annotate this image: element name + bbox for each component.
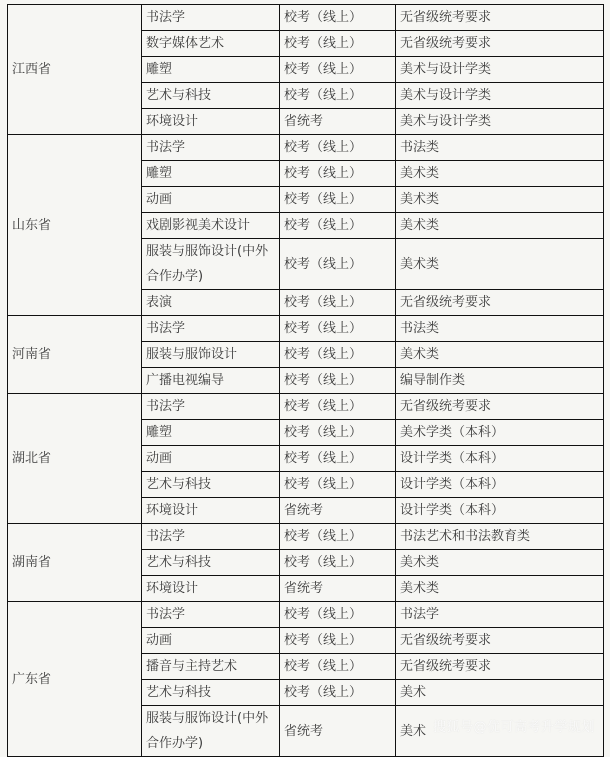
category-cell: 美术与设计学类 (396, 83, 604, 109)
category-cell: 美术类 (396, 576, 604, 602)
major-cell: 书法学 (142, 5, 280, 31)
category-cell: 美术学类（本科） (396, 420, 604, 446)
exam-type-cell: 校考（线上） (280, 213, 396, 239)
major-cell: 表演 (142, 290, 280, 316)
major-cell: 雕塑 (142, 161, 280, 187)
exam-type-cell: 校考（线上） (280, 187, 396, 213)
exam-type-cell: 校考（线上） (280, 290, 396, 316)
exam-type-cell: 校考（线上） (280, 680, 396, 706)
category-cell: 无省级统考要求 (396, 5, 604, 31)
exam-type-cell: 校考（线上） (280, 472, 396, 498)
admission-requirements-table (7, 4, 604, 757)
exam-type-cell: 校考（线上） (280, 446, 396, 472)
major-cell: 广播电视编导 (142, 368, 280, 394)
major-cell: 播音与主持艺术 (142, 654, 280, 680)
category-cell: 美术与设计学类 (396, 109, 604, 135)
category-cell: 设计学类（本科） (396, 446, 604, 472)
exam-type-cell: 校考（线上） (280, 394, 396, 420)
category-cell: 无省级统考要求 (396, 628, 604, 654)
province-cell: 江西省 (8, 5, 142, 135)
table-row (8, 5, 604, 31)
exam-type-cell: 校考（线上） (280, 161, 396, 187)
exam-type-cell: 校考（线上） (280, 57, 396, 83)
admission-table-container (7, 4, 604, 757)
category-cell: 美术类 (396, 213, 604, 239)
exam-type-cell: 校考（线上） (280, 654, 396, 680)
major-cell: 数字媒体艺术 (142, 31, 280, 57)
province-cell: 湖北省 (8, 394, 142, 524)
major-cell: 环境设计 (142, 576, 280, 602)
major-cell: 动画 (142, 628, 280, 654)
exam-type-cell: 校考（线上） (280, 420, 396, 446)
exam-type-cell: 省统考 (280, 498, 396, 524)
major-cell: 动画 (142, 446, 280, 472)
major-cell: 书法学 (142, 524, 280, 550)
category-cell: 书法学 (396, 602, 604, 628)
category-cell: 无省级统考要求 (396, 394, 604, 420)
major-cell: 艺术与科技 (142, 680, 280, 706)
exam-type-cell: 校考（线上） (280, 239, 396, 290)
major-cell: 艺术与科技 (142, 550, 280, 576)
major-cell: 书法学 (142, 135, 280, 161)
category-cell: 书法艺术和书法教育类 (396, 524, 604, 550)
table-row (8, 524, 604, 550)
category-cell: 美术类 (396, 342, 604, 368)
major-cell: 环境设计 (142, 498, 280, 524)
exam-type-cell: 校考（线上） (280, 602, 396, 628)
category-cell: 美术类 (396, 550, 604, 576)
exam-type-cell: 校考（线上） (280, 83, 396, 109)
major-cell: 雕塑 (142, 57, 280, 83)
table-row (8, 394, 604, 420)
category-cell: 美术与设计学类 (396, 57, 604, 83)
table-row (8, 602, 604, 628)
province-cell: 河南省 (8, 316, 142, 394)
exam-type-cell: 省统考 (280, 706, 396, 757)
category-cell: 设计学类（本科） (396, 498, 604, 524)
category-cell: 无省级统考要求 (396, 654, 604, 680)
exam-type-cell: 校考（线上） (280, 524, 396, 550)
category-cell: 无省级统考要求 (396, 31, 604, 57)
category-cell: 编导制作类 (396, 368, 604, 394)
major-cell: 艺术与科技 (142, 472, 280, 498)
exam-type-cell: 校考（线上） (280, 316, 396, 342)
major-cell: 服装与服饰设计(中外合作办学) (142, 706, 280, 757)
major-cell: 服装与服饰设计 (142, 342, 280, 368)
watermark-text: 搜狐号@优可高考升学规划 (433, 720, 596, 735)
major-cell: 艺术与科技 (142, 83, 280, 109)
category-cell: 美术类 (396, 187, 604, 213)
major-cell: 书法学 (142, 394, 280, 420)
major-cell: 雕塑 (142, 420, 280, 446)
category-cell: 设计学类（本科） (396, 472, 604, 498)
major-cell: 戏剧影视美术设计 (142, 213, 280, 239)
category-cell: 美术 (396, 680, 604, 706)
exam-type-cell: 校考（线上） (280, 550, 396, 576)
exam-type-cell: 校考（线上） (280, 628, 396, 654)
exam-type-cell: 校考（线上） (280, 135, 396, 161)
major-cell: 书法学 (142, 316, 280, 342)
category-cell: 美术类 (396, 239, 604, 290)
major-cell: 动画 (142, 187, 280, 213)
exam-type-cell: 省统考 (280, 109, 396, 135)
major-cell: 书法学 (142, 602, 280, 628)
exam-type-cell: 校考（线上） (280, 5, 396, 31)
category-cell: 美术类 (396, 161, 604, 187)
table-row (8, 316, 604, 342)
major-cell: 服装与服饰设计(中外合作办学) (142, 239, 280, 290)
exam-type-cell: 省统考 (280, 576, 396, 602)
category-cell: 书法类 (396, 135, 604, 161)
exam-type-cell: 校考（线上） (280, 342, 396, 368)
category-cell: 美术 (396, 706, 604, 757)
exam-type-cell: 校考（线上） (280, 368, 396, 394)
table-row (8, 135, 604, 161)
category-cell: 书法类 (396, 316, 604, 342)
category-cell: 无省级统考要求 (396, 290, 604, 316)
province-cell: 湖南省 (8, 524, 142, 602)
exam-type-cell: 校考（线上） (280, 31, 396, 57)
province-cell: 广东省 (8, 602, 142, 757)
province-cell: 山东省 (8, 135, 142, 316)
major-cell: 环境设计 (142, 109, 280, 135)
